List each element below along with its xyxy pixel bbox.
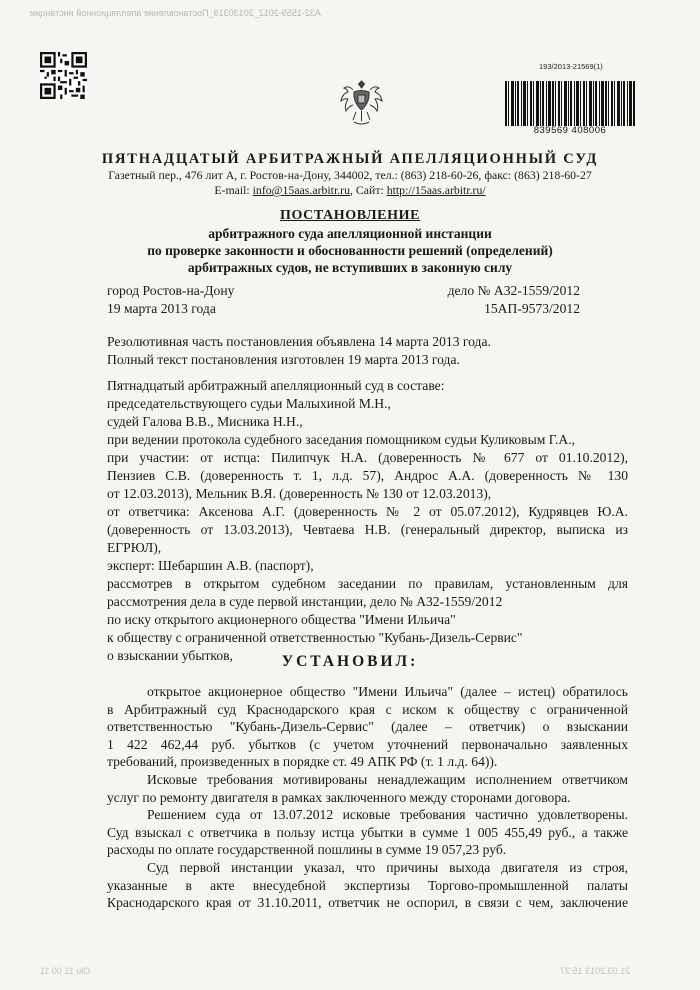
body-line: открытое акционерное общество "Имени Ильича" (далее – истец) обратилось bbox=[147, 684, 628, 699]
body-line: ответственностью "Кубань-Дизель-Сервис" (далее – ответчик) о взыскании bbox=[107, 719, 628, 735]
city: город Ростов-на-Дону bbox=[107, 283, 235, 298]
composition-line: к обществу с ограниченной ответственностью "Кубань-Дизель-Сервис" bbox=[107, 630, 523, 645]
intro-line: Полный текст постановления изготовлен 19 марта 2013 года. bbox=[107, 352, 460, 367]
appeal-number: 15АП-9573/2012 bbox=[484, 301, 580, 316]
site-label: , Сайт: bbox=[350, 183, 387, 197]
intro-line: Резолютивная часть постановления объявлена 14 марта 2013 года. bbox=[107, 334, 491, 349]
composition-line: рассмотрев в открытом судебном заседании по правилам, установленным для bbox=[107, 576, 628, 591]
body-line: указанные в акте внесудебной экспертизы Торгово-промышленной палаты bbox=[107, 877, 628, 893]
composition-line: (доверенность от 13.03.2013), Чевтаева Н.В. (генеральный директор, выписка из bbox=[107, 522, 628, 537]
body-line: Суд первой инстанции указал, что причины выхода двигателя из строя, bbox=[147, 859, 628, 875]
email-link[interactable]: info@15aas.arbitr.ru bbox=[252, 183, 351, 197]
case-number: дело № А32-1559/2012 bbox=[447, 283, 580, 298]
bleed-through-text: А32-1559-2012_20130319_Постановление апелляционной инстанции bbox=[30, 8, 321, 18]
bleed-footer-right: 21.03.2013 15:37 bbox=[560, 966, 631, 976]
body-line: расходы по оплате государственной пошлины в сумме 19 057,23 руб. bbox=[107, 842, 507, 858]
subtitle-line: арбитражных судов, не вступивших в законную силу bbox=[187, 260, 513, 275]
composition-line: ЕГРЮЛ), bbox=[107, 540, 162, 555]
composition-line: о взыскании убытков, bbox=[107, 648, 233, 663]
composition-line: от 12.03.2013), Мельник В.Я. (доверенность № 130 от 12.03.2013), bbox=[107, 486, 492, 501]
court-address: Газетный пер., 476 лит А, г. Ростов-на-Дону, 344002, тел.: (863) 218-60-26, факс: (863) 218-60-27 bbox=[108, 168, 592, 182]
coat-of-arms-emblem bbox=[339, 80, 384, 130]
composition-line: эксперт: Шебаршин А.В. (паспорт), bbox=[107, 558, 314, 573]
composition-line: Пензиев С.В. (доверенность т. 1, л.д. 57), Андрос А.А. (доверенность № 130 bbox=[107, 468, 628, 483]
composition-line: Пятнадцатый арбитражный апелляционный суд в составе: bbox=[107, 378, 445, 393]
body-line: Решением суда от 13.07.2012 исковые требования частично удовлетворены. bbox=[147, 807, 628, 823]
court-name: ПЯТНАДЦАТЫЙ АРБИТРАЖНЫЙ АПЕЛЛЯЦИОННЫЙ СУД bbox=[101, 151, 599, 167]
body-line: 1 422 462,44 руб. убытков (с учетом уточнений первоначально заявленных bbox=[107, 736, 628, 752]
decision-body bbox=[107, 683, 628, 912]
body-line: требований, произведенных в порядке ст. 49 АПК РФ (т. 1 л.д. 64)). bbox=[107, 754, 498, 770]
decision-date: 19 марта 2013 года bbox=[107, 301, 216, 316]
qr-code bbox=[40, 52, 87, 99]
composition-line: по иску открытого акционерного общества "Имени Ильича" bbox=[107, 612, 456, 627]
site-link[interactable]: http://15aas.arbitr.ru/ bbox=[386, 183, 486, 197]
subtitle-line: арбитражного суда апелляционной инстанции bbox=[208, 226, 492, 241]
subtitle-line: по проверке законности и обоснованности решений (определений) bbox=[147, 243, 553, 258]
document-number: 193/2013-21569(1) bbox=[539, 62, 603, 71]
barcode-number: 839569 408006 bbox=[533, 125, 607, 136]
composition-line: судей Галова В.В., Мисника Н.Н., bbox=[107, 414, 303, 429]
section-heading: УСТАНОВИЛ: bbox=[281, 653, 419, 670]
email-label: E-mail: bbox=[214, 183, 253, 197]
body-line: услуг по ремонту двигателя в рамках заключенного между сторонами договора. bbox=[107, 789, 571, 805]
composition-line: рассмотрения дела в суде первой инстанции, дело № А32-1559/2012 bbox=[107, 594, 503, 609]
bleed-footer-left: Olu 11 00 11 bbox=[40, 966, 91, 976]
body-line: Суд взыскал с ответчика в пользу истца убытки в сумме 1 005 455,49 руб., а также bbox=[107, 824, 628, 840]
document-subtitle bbox=[0, 225, 700, 276]
body-line: в Арбитражный суд Краснодарского края с иском к обществу с ограниченной bbox=[107, 701, 628, 717]
barcode-image bbox=[505, 80, 635, 127]
composition-line: при участии: от истца: Пилипчук Н.А. (доверенность № 677 от 01.10.2012), bbox=[107, 450, 628, 465]
court-contacts bbox=[0, 183, 700, 199]
document-title: ПОСТАНОВЛЕНИЕ bbox=[279, 208, 421, 223]
composition-line: при ведении протокола судебного заседания помощником судьи Куликовым Г.А., bbox=[107, 432, 576, 447]
body-line: Краснодарского края от 31.10.2011, ответчик не оспорил, в связи с чем, заключение bbox=[107, 895, 628, 911]
composition-line: председательствующего судьи Малыхиной М.Н., bbox=[107, 396, 391, 411]
body-line: Исковые требования мотивированы ненадлежащим исполнением ответчиком bbox=[147, 771, 628, 787]
composition-line: от ответчика: Аксенова А.Г. (доверенность № 2 от 05.07.2012), Кудрявцев Ю.А. bbox=[107, 504, 628, 519]
